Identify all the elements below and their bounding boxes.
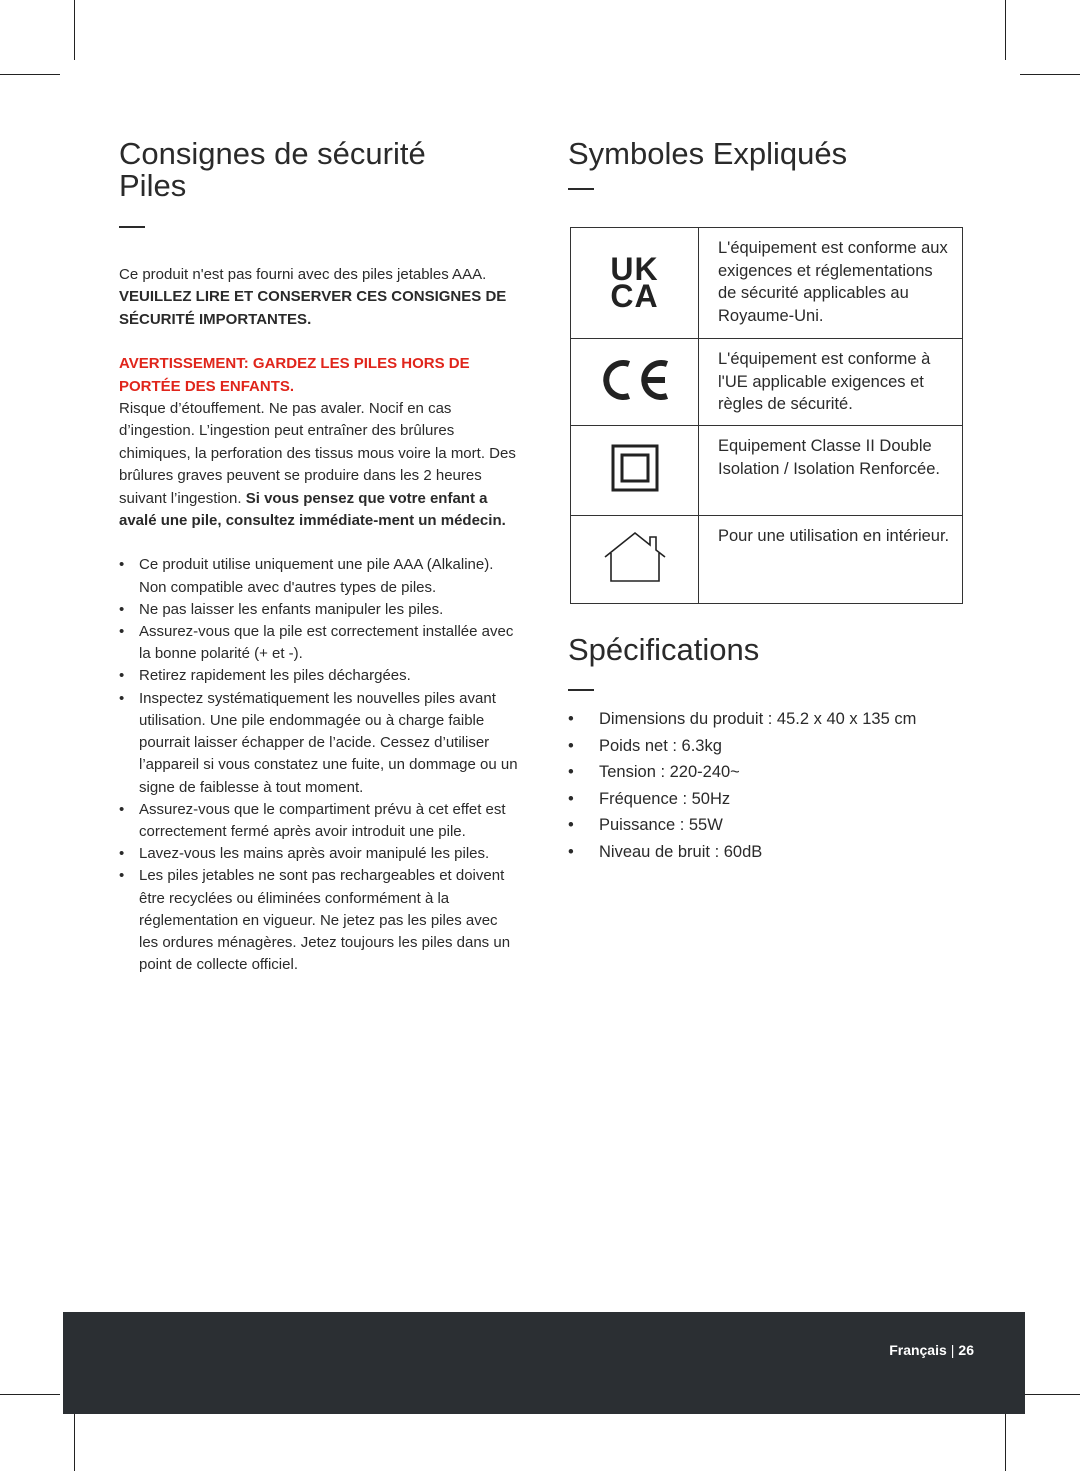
list-item: • Poids net : 6.3kg (568, 733, 968, 760)
list-item: • Assurez-vous que la pile est correctement installée avec la bonne polarité (+ et -). (119, 621, 519, 665)
indoor-house-icon (603, 530, 667, 584)
list-item: • Niveau de bruit : 60dB (568, 839, 968, 866)
title-underline (119, 226, 145, 228)
important-notice: VEUILLEZ LIRE ET CONSERVER CES CONSIGNES DE SÉCURITÉ IMPORTANTES. (119, 288, 507, 328)
crop-mark (0, 74, 60, 75)
battery-safety-section (119, 138, 519, 976)
list-item: • Retirez rapidement les piles déchargées. (119, 665, 519, 687)
list-item: • Inspectez systématiquement les nouvelles piles avant utilisation. Une pile endommagée ou à charge faible pourrait laisser échapper de l’acide. Cessez d’utiliser l’appareil si vous constatez une fuite, un dommage ou un signe de faiblesse à tout moment. (119, 688, 519, 799)
list-item: • Puissance : 55W (568, 812, 968, 839)
list-item: • Ne pas laisser les enfants manipuler les piles. (119, 599, 519, 621)
specifications-list (568, 706, 968, 866)
title-underline (568, 689, 594, 691)
table-row (571, 426, 963, 516)
list-item: • Les piles jetables ne sont pas rechargeables et doivent être recyclées ou éliminées conformément à la réglementation en vigueur. Ne jetez pas les piles avec les ordures ménagères. Jetez toujours les piles dans un point de collecte officiel. (119, 865, 519, 976)
page-footer (63, 1312, 1025, 1414)
ukca-mark-icon: UK CA (610, 251, 659, 314)
crop-mark (1020, 74, 1080, 75)
title-underline (568, 188, 594, 190)
list-item: • Dimensions du produit : 45.2 x 40 x 135 cm (568, 706, 968, 733)
list-item: • Assurez-vous que le compartiment prévu à cet effet est correctement fermé après avoir introduit une pile. (119, 799, 519, 843)
list-item: • Ce produit utilise uniquement une pile AAA (Alkaline). Non compatible avec d'autres types de piles. (119, 554, 519, 598)
footer-language: Français (889, 1342, 947, 1358)
page-indicator (889, 1342, 974, 1358)
battery-safety-title: Consignes de sécurité Piles (119, 136, 426, 203)
symbol-cell (571, 516, 699, 604)
crop-mark (1005, 1411, 1006, 1471)
crop-mark (74, 1411, 75, 1471)
crop-mark (1020, 1394, 1080, 1395)
symbols-table (570, 227, 963, 604)
symbol-cell (571, 426, 699, 516)
intro-text: Ce produit n'est pas fourni avec des piles jetables AAA. (119, 266, 487, 283)
table-row (571, 228, 963, 339)
list-item: • Lavez-vous les mains après avoir manipulé les piles. (119, 843, 519, 865)
list-item: • Tension : 220-240~ (568, 759, 968, 786)
risk-paragraph: Risque d’étouffement. Ne pas avaler. Nocif en cas d’ingestion. L’ingestion peut entraîner des brûlures chimiques, la perforation des tissus mous voire la mort. Des brûlures graves peuvent se produire dans les 2 heures suivant l’ingestion. Si vous pensez que votre enfant a avalé une pile, consultez immédiate-ment un médecin. (119, 400, 516, 530)
safety-bullet-list (119, 554, 519, 976)
table-row (571, 516, 963, 604)
crop-mark (1005, 0, 1006, 60)
ce-mark-icon (597, 358, 673, 402)
list-item: • Fréquence : 50Hz (568, 786, 968, 813)
page-number: 26 (958, 1342, 974, 1358)
crop-mark (74, 0, 75, 60)
symbols-title: Symboles Expliqués (568, 136, 848, 171)
crop-mark (0, 1394, 60, 1395)
symbol-cell (571, 339, 699, 426)
warning-text: AVERTISSEMENT: GARDEZ LES PILES HORS DE PORTÉE DES ENFANTS. (119, 355, 470, 395)
class-ii-double-square-icon (611, 444, 659, 492)
symbol-description: Equipement Classe II Double Isolation / Isolation Renforcée. (699, 426, 963, 516)
symbols-section (568, 138, 968, 866)
symbol-description: L'équipement est conforme à l'UE applicable exigences et règles de sécurité. (699, 339, 963, 426)
footer-separator: | (950, 1342, 955, 1358)
symbol-description: L'équipement est conforme aux exigences et réglementations de sécurité applicables au Royaume-Uni. (699, 228, 963, 339)
table-row (571, 339, 963, 426)
symbol-cell (571, 228, 699, 339)
specifications-title: Spécifications (568, 632, 760, 667)
symbol-description: Pour une utilisation en intérieur. (699, 516, 963, 604)
